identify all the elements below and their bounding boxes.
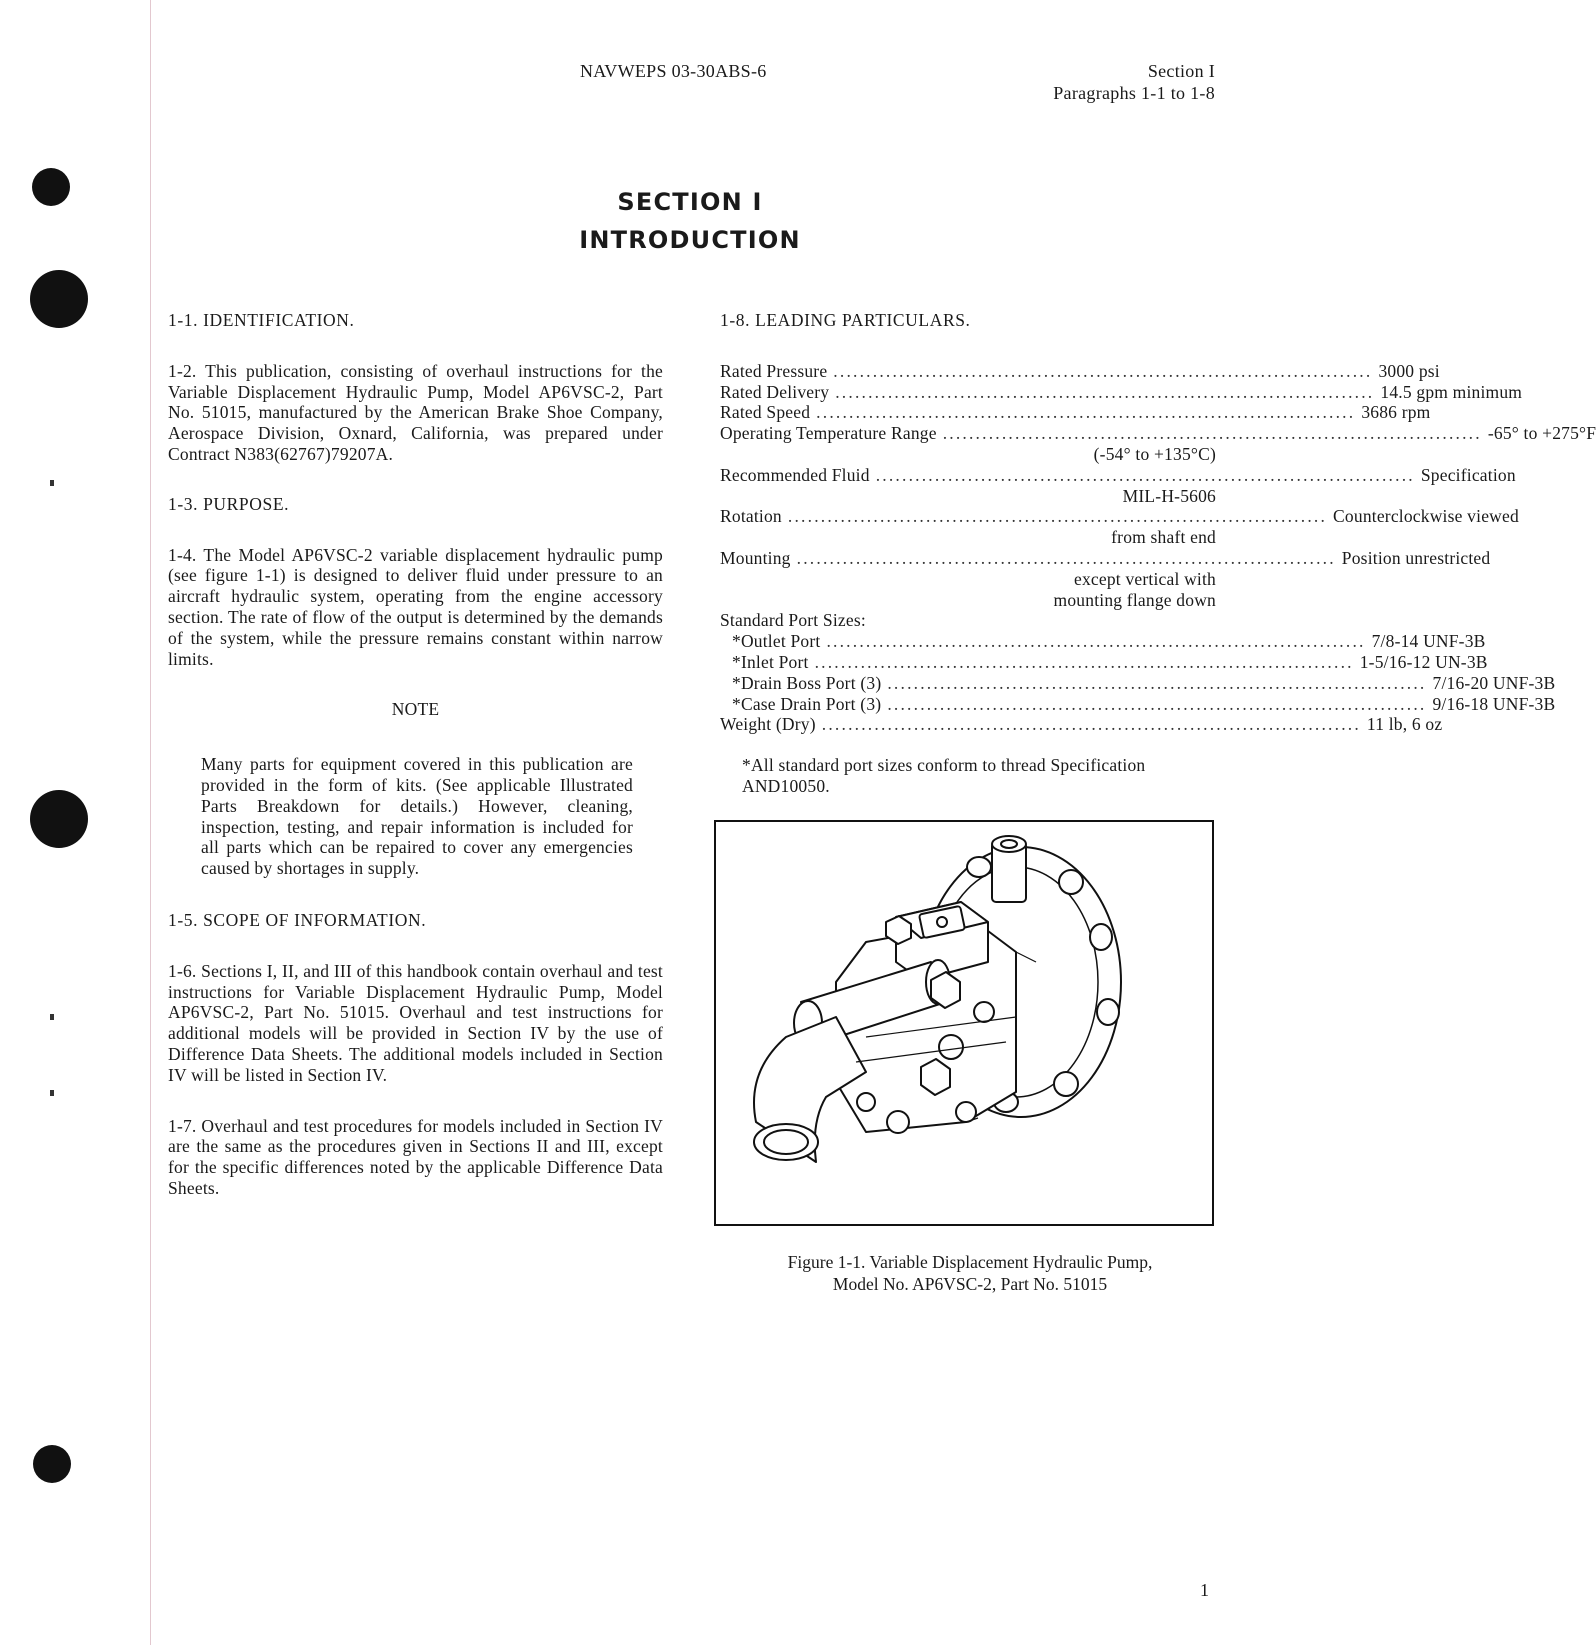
port-row — [720, 693, 1556, 715]
port-footnote: *All standard port sizes conform to thread Specification AND10050. — [742, 755, 1146, 796]
particular-row — [720, 547, 1491, 569]
paragraph-range: Paragraphs 1-1 to 1-8 — [1053, 83, 1215, 103]
heading-identification: 1-1. IDENTIFICATION. — [168, 310, 355, 330]
particular-value: -65° to +275°F — [1487, 423, 1596, 444]
page-header-right — [1053, 60, 1215, 104]
weight-label: Weight (Dry) — [720, 714, 816, 735]
particular-row — [720, 464, 1516, 486]
leader-dots: .................................................................................. — [833, 360, 1373, 381]
leader-dots: .................................................................................. — [796, 547, 1336, 568]
particular-label: Operating Temperature Range — [720, 423, 937, 444]
paragraph-1-2: 1-2. This publication, consisting of overhaul instructions for the Variable Displacement Hydraulic Pump, Model AP6VSC-2, Part No. 51015, manufactured by the American Brake Shoe Company, Aerospace Division, Oxnard, California, was prepared under Contract N383(62767)79207A. — [168, 360, 663, 464]
leader-dots: .................................................................................. — [835, 381, 1375, 402]
weight-row — [720, 714, 1443, 735]
particular-continuation: (-54° to +135°C) — [1093, 443, 1216, 464]
particular-continuation: from shaft end — [1111, 527, 1216, 548]
heading-leading-particulars: 1-8. LEADING PARTICULARS. — [720, 310, 971, 330]
leader-dots: .................................................................................. — [821, 714, 1361, 735]
particular-row — [720, 506, 1519, 527]
particular-row — [720, 381, 1523, 403]
port-row — [720, 672, 1556, 694]
leader-dots: .................................................................................. — [826, 631, 1366, 652]
port-value: 1-5/16-12 UN-3B — [1359, 651, 1488, 672]
paragraph-1-7: 1-7. Overhaul and test procedures for models included in Section IV are the same as the procedures given in Sections II and III, except for the specific differences noted by the applicable Difference Data Sheets. — [168, 1115, 663, 1198]
leader-dots: .................................................................................. — [887, 693, 1427, 714]
particular-label: Rated Delivery — [720, 381, 830, 402]
scan-mark — [50, 480, 54, 486]
paragraph-1-6: 1-6. Sections I, II, and III of this handbook contain overhaul and test instructions for Variable Displacement Hydraulic Pump, Model AP6VSC-2, Part No. 51015. Overhaul and test instructions for additional models will be provided in Section IV by the use of Difference Data Sheets. The additional models included in Section IV will be listed in Section IV. — [168, 960, 663, 1085]
leader-dots: .................................................................................. — [875, 464, 1415, 485]
leader-dots: .................................................................................. — [787, 506, 1328, 527]
right-column — [720, 310, 1596, 797]
particular-value: 3000 psi — [1378, 360, 1440, 381]
particular-continuation: except vertical with — [1074, 568, 1216, 589]
particular-row — [720, 423, 1596, 444]
particular-label: Mounting — [720, 547, 791, 568]
port-label: *Outlet Port — [732, 631, 821, 652]
figure-caption-line1: Figure 1-1. Variable Displacement Hydraulic Pump, — [787, 1252, 1153, 1272]
port-row — [720, 651, 1488, 673]
particular-value: 14.5 gpm minimum — [1380, 381, 1523, 402]
leader-dots: .................................................................................. — [887, 672, 1427, 693]
port-label: *Drain Boss Port (3) — [732, 672, 882, 693]
particular-value: Position unrestricted — [1341, 547, 1491, 568]
hydraulic-pump-illustration — [716, 822, 1212, 1224]
leader-dots: .................................................................................. — [816, 402, 1356, 423]
particular-row — [720, 402, 1431, 423]
particulars-table — [720, 360, 1596, 735]
particular-row — [720, 360, 1440, 382]
port-label: *Inlet Port — [732, 651, 809, 672]
note-text: Many parts for equipment covered in this publication are provided in the form of kits. (See applicable Illustrated Parts Breakdown for details.) However, cleaning, inspection, testing, and repair information is included for all parts which can be repaired to cover any emergencies caused by shortages in supply. — [201, 754, 633, 879]
particular-continuation: mounting flange down — [1053, 589, 1216, 610]
port-value: 9/16-18 UNF-3B — [1432, 693, 1556, 714]
port-value: 7/16-20 UNF-3B — [1432, 672, 1556, 693]
port-row — [720, 631, 1486, 652]
particular-label: Rated Pressure — [720, 360, 828, 381]
section-subtitle: INTRODUCTION — [579, 226, 801, 254]
particular-value: Counterclockwise viewed — [1333, 506, 1519, 527]
left-column — [168, 310, 663, 1199]
particular-label: Rotation — [720, 506, 782, 527]
binder-hole — [33, 1445, 71, 1483]
leader-dots: .................................................................................. — [814, 651, 1354, 672]
weight-value: 11 lb, 6 oz — [1366, 714, 1443, 735]
figure-frame — [714, 820, 1214, 1226]
paragraph-1-4: 1-4. The Model AP6VSC-2 variable displacement hydraulic pump (see figure 1-1) is designed to deliver fluid under pressure to an aircraft hydraulic system, operating from the engine accessory section. The rate of flow of the output is determined by the demands of the system, while the pressure remains constant within narrow limits. — [168, 544, 663, 669]
figure-caption-line2: Model No. AP6VSC-2, Part No. 51015 — [832, 1274, 1108, 1294]
section-title: SECTION I — [617, 188, 763, 216]
heading-purpose: 1-3. PURPOSE. — [168, 493, 290, 514]
document-number: NAVWEPS 03-30ABS-6 — [580, 61, 767, 81]
particular-value: Specification — [1420, 464, 1516, 485]
section-label: Section I — [1147, 61, 1215, 81]
particular-value: 3686 rpm — [1361, 402, 1431, 423]
port-value: 7/8-14 UNF-3B — [1371, 631, 1486, 652]
note-heading: NOTE — [391, 699, 440, 720]
particular-continuation: MIL-H-5606 — [1122, 485, 1216, 506]
scan-mark — [50, 1014, 54, 1020]
heading-scope: 1-5. SCOPE OF INFORMATION. — [168, 909, 427, 930]
binder-hole — [30, 270, 88, 328]
port-label: *Case Drain Port (3) — [732, 693, 882, 714]
scan-mark — [50, 1090, 54, 1096]
page-number: 1 — [1200, 1580, 1209, 1600]
particular-label: Recommended Fluid — [720, 464, 870, 485]
leader-dots: .................................................................................. — [942, 423, 1482, 444]
binder-hole — [30, 790, 88, 848]
port-sizes-heading: Standard Port Sizes: — [720, 610, 866, 631]
particular-label: Rated Speed — [720, 402, 811, 423]
